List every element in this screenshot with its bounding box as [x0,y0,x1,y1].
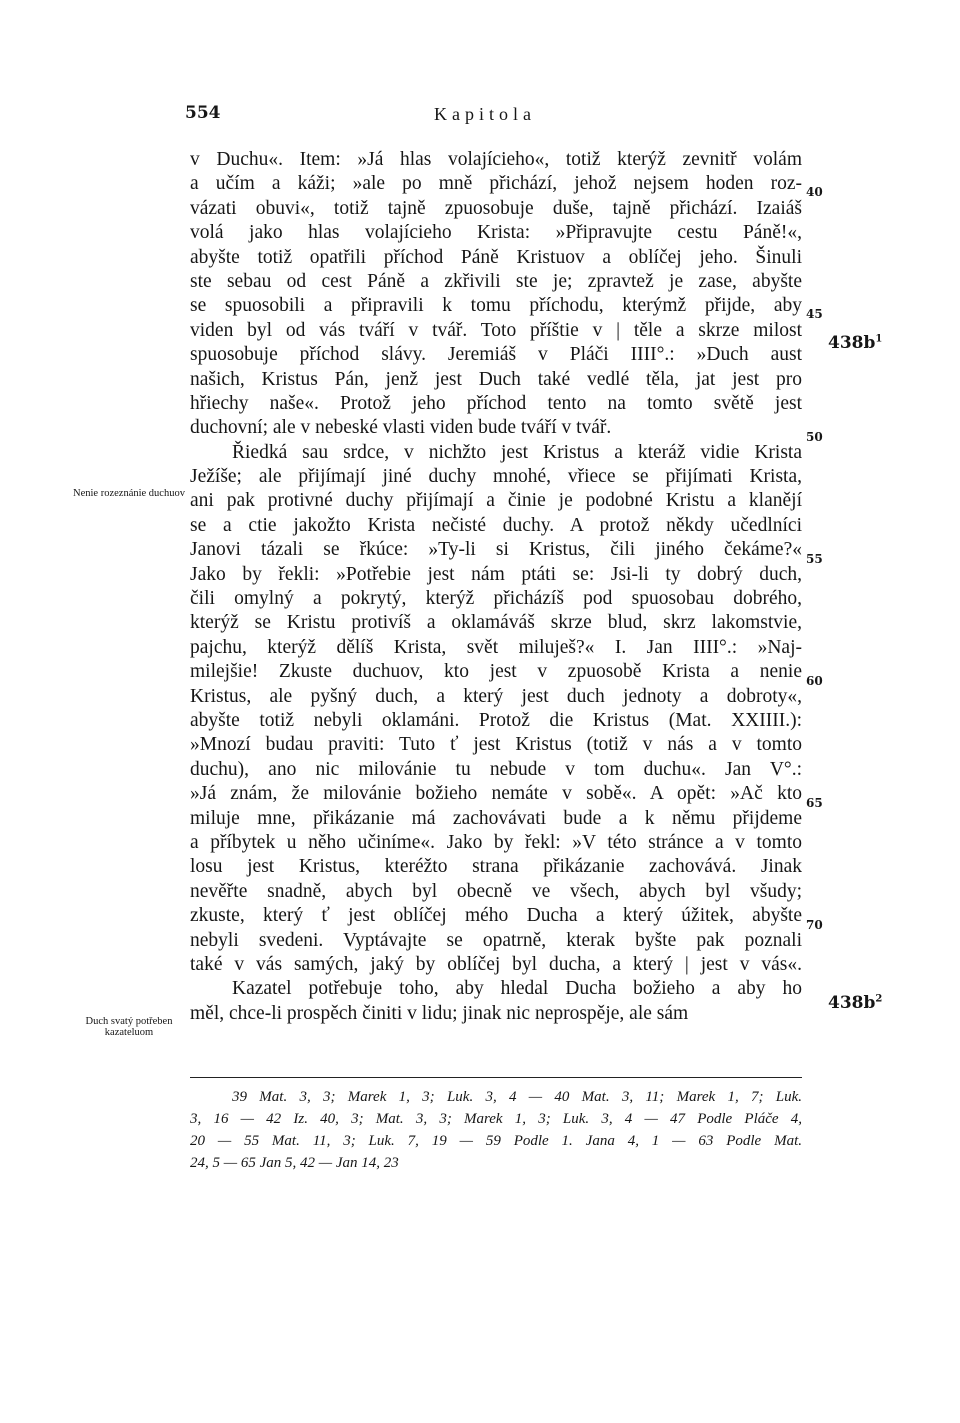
text-line: kterýž se Kristu protivíš a oklamáváš skrze blud, skrz lakomstvie, [190,612,802,634]
text-line: ani pak protivné duchy přijímají a činie je podobné Kristu a klanějí [190,490,802,512]
folio-mark-main: 438b [828,993,876,1013]
folio-mark-main: 438b [828,333,876,353]
footnotes [190,1086,802,1174]
line-number: 50 [806,430,823,444]
text-line: nebyli svedeni. Vyptávajte se opatrně, kterak byšte pak poznali [190,929,802,951]
folio-mark-sup: 2 [875,993,883,1005]
running-head: Kapitola [434,104,536,124]
margin-note: Nenie rozeznánie duchuov [73,488,185,499]
folio-mark [828,333,882,353]
folio-mark-sup: 1 [875,333,883,345]
main-text [190,148,802,1026]
text-line: Kristus, ale pyšný duch, a který jest duch jednoty a dobroty«, [190,685,802,707]
text-line: abyšte totiž opatřili příchod Páně Kristuov a oblíčej jeho. Šinuli [190,246,802,268]
text-line: pajchu, kterýž dělíš Krista, svět miluješ?« I. Jan IIII°.: »Naj- [190,636,802,658]
text-line: a učím a káži; »ale po mně přichází, jehož nejsem hoden roz- [190,173,802,195]
line-number: 70 [806,918,823,932]
footnote-line: 24, 5 — 65 Jan 5, 42 — Jan 14, 23 [190,1155,399,1171]
text-line: volá jako hlas volajícieho Krista: »Připravujte cestu Páně!«, [190,222,802,244]
text-line: »Já znám, že milovánie božieho nemáte v sobě«. A opět: »Ač kto [190,783,802,805]
paragraph-start-line: Řiedká sau srdce, v nichžto jest Kristus a kteráž vidie Krista [232,441,802,463]
text-line: Jako by řekli: »Potřebie jest nám ptáti se: Jsi-li ty dobrý duch, [190,563,802,585]
text-line: ste sebau od cest Páně a zkřivili ste je; zpravtež je zase, abyšte [190,270,802,292]
line-number: 60 [806,674,823,688]
text-line: nevěřte snadně, abych byl obecně ve všech, abych byl všudy; [190,880,802,902]
text-line: také v vás samých, jaký by oblíčej byl ducha, a který | jest v vás«. [190,953,802,975]
line-number: 40 [806,185,823,199]
margin-note: Duch svatý potřeben kazateluom [85,1016,173,1038]
text-line: v Duchu«. Item: »Já hlas volajícieho«, totiž kterýž zevnitř volám [190,149,802,170]
page-number: 554 [185,103,221,123]
text-line: duchovní; ale v nebeské vlasti viden bude tváří v tvář. [190,417,612,439]
page-header [185,103,785,127]
paragraph-start-line: Kazatel potřebuje toho, aby hledal Ducha božieho a aby ho [232,978,802,1000]
text-line: viden byl od vás tváří v tvář. Toto příštie v | těle a skrze milost [190,319,802,341]
text-line: čili omylný a pokrytý, kterýž přicházíš pod spuosobau dobrého, [190,588,802,610]
footnote-line: 3, 16 — 42 Iz. 40, 3; Mat. 3, 3; Marek 1, 3; Luk. 3, 4 — 47 Podle Pláče 4, [190,1111,802,1127]
footnote-divider [190,1077,802,1078]
text-line: miluje mne, přikázanie má zachovávati bude a k němu přijdeme [190,807,802,829]
text-line: se a ctie jakožto Krista nečisté duchy. A protož někdy učedlníci [190,514,802,536]
text-line: duchu), ano nic milovánie tu nebude v tom duchu«. Jan V°.: [190,758,802,780]
text-line: zkuste, který ť jest oblíčej mého Ducha a který úžitek, abyšte [190,905,802,927]
text-line: hřiechy naše«. Protož jeho příchod tento na tomto světě jest [190,392,802,414]
line-number: 65 [806,796,823,810]
text-line: se spuosobili a připravili k tomu příchodu, kterýmž přijde, aby [190,295,802,317]
text-line: losu jest Kristus, kteréžto strana přikázanie zachovává. Jinak [190,856,802,878]
text-line: spuosobuje příchod slávy. Jeremiáš v Pláči IIII°.: »Duch aust [190,344,802,366]
text-line: našich, Kristus Pán, jenž jest Duch také vedlé těla, jat jest pro [190,368,802,390]
line-number: 55 [806,552,823,566]
footnote-line: 20 — 55 Mat. 11, 3; Luk. 7, 19 — 59 Podle 1. Jana 4, 1 — 63 Podle Mat. [190,1133,802,1149]
text-line: »Mnozí budau praviti: Tuto ť jest Kristus (totiž v nás a v tomto [190,734,802,756]
text-line: abyšte totiž nebyli oklamáni. Protož die Kristus (Mat. XXIIII.): [190,709,802,731]
text-line: a příbytek u něho učiníme«. Jako by řekl: »V této stránce a v tomto [190,831,802,853]
text-line: milejšie! Zkuste duchuov, kto jest v zpuosobě Krista a nenie [190,661,802,683]
folio-mark [828,993,882,1013]
text-line: Janovi tázali se řkúce: »Ty-li si Kristus, čili jiného čekáme?« [190,539,802,561]
footnote-line: 39 Mat. 3, 3; Marek 1, 3; Luk. 3, 4 — 40 Mat. 3, 11; Marek 1, 7; Luk. [232,1089,802,1105]
text-line: vázati obuvi«, totiž tajně zpuosobuje duše, tajně přichází. Izaiáš [190,197,802,219]
text-line: Ježíše; ale přijímají jiné duchy mnohé, vřiece se přijímati Krista, [190,466,802,488]
text-line: měl, chce-li prospěch činiti v lidu; jinak nic neprospěje, ale sám [190,1002,689,1024]
line-number: 45 [806,307,823,321]
